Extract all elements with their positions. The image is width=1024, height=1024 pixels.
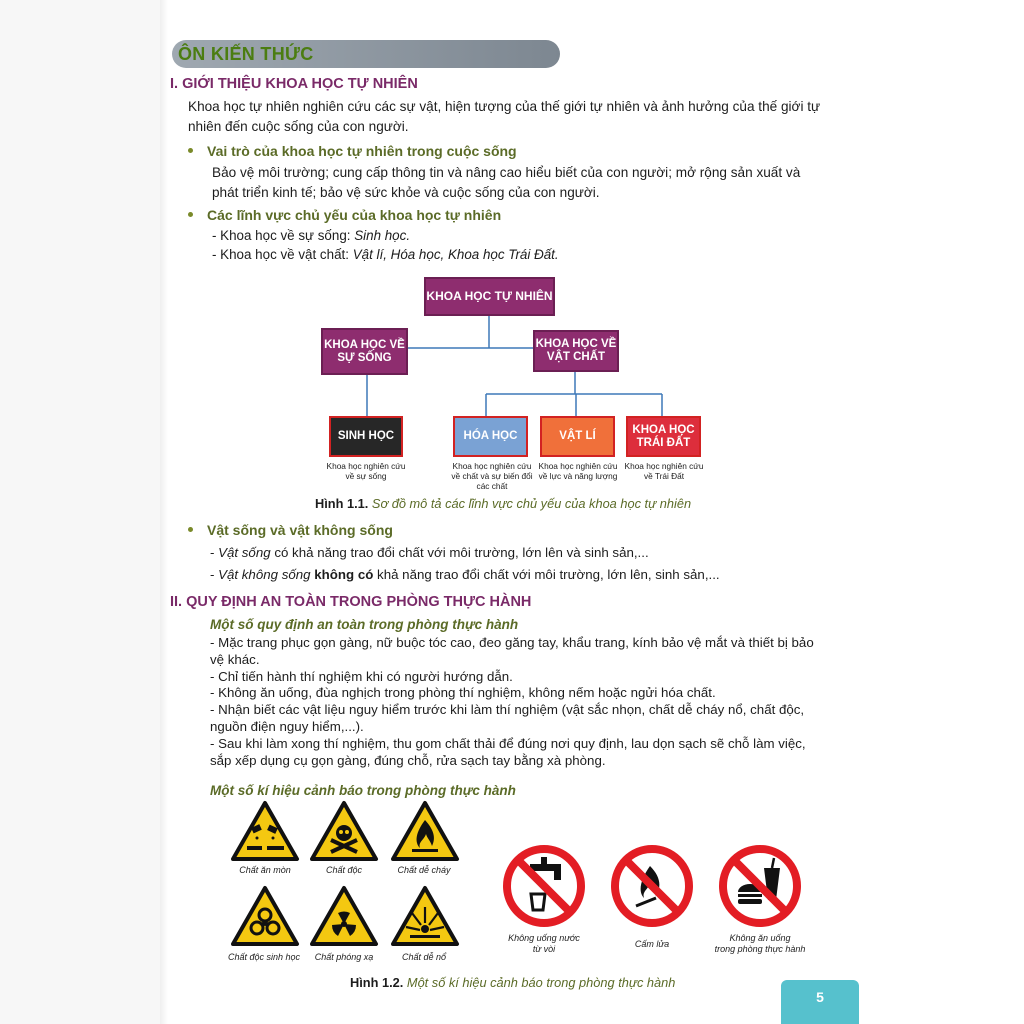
diagram-matter: KHOA HỌC VỀ VẬT CHẤT <box>533 330 619 372</box>
fields-title: Các lĩnh vực chủ yếu của khoa học tự nhiên <box>207 207 502 223</box>
figure2-caption <box>350 975 675 990</box>
living-rest: có khả năng trao đổi chất với môi trường, lớn lên và sinh sản,... <box>270 545 649 560</box>
biohazard-sign-icon <box>230 885 300 947</box>
no-food-sign-icon <box>718 844 802 928</box>
chemistry-desc: Khoa học nghiên cứu về chất và sự biến đổi các chất <box>451 461 533 491</box>
diagram-earth: KHOA HỌC TRÁI ĐẤT <box>626 416 701 457</box>
diagram-root: KHOA HỌC TỰ NHIÊN <box>424 277 555 316</box>
figure2-label: Hình 1.2. <box>350 975 404 990</box>
toxic-sign-icon <box>309 800 379 862</box>
corrosive-sign-icon <box>230 800 300 862</box>
corrosive-label: Chất ăn mòn <box>239 865 291 875</box>
field-life-value: Sinh học. <box>354 228 411 243</box>
no-tap-water-sign-icon <box>502 844 586 928</box>
explosive-sign-icon <box>390 885 460 947</box>
field-life-prefix: - Khoa học về sự sống: <box>212 228 355 243</box>
earth-desc: Khoa học nghiên cứu về Trái Đất <box>624 461 704 481</box>
living-term: Vật sống <box>218 545 271 560</box>
diagram-chemistry: HÓA HỌC <box>453 416 528 457</box>
diagram-life: KHOA HỌC VỀ SỰ SỐNG <box>321 328 408 375</box>
flammable-label: Chất dễ cháy <box>397 865 451 875</box>
nonliving-rest: khả năng trao đổi chất với môi trường, lớn lên, sinh sản,... <box>373 567 720 582</box>
rule-item: - Không ăn uống, đùa nghịch trong phòng thí nghiệm, không nếm hoặc ngửi hóa chất. <box>210 685 716 701</box>
rule-item: - Mặc trang phục gọn gàng, nữ buộc tóc cao, đeo găng tay, khẩu trang, kính bảo vệ mắt và thiết bị bảo vệ khác. <box>210 635 814 667</box>
rule-item: - Chỉ tiến hành thí nghiệm khi có người hướng dẫn. <box>210 668 513 684</box>
field-matter-value: Vật lí, Hóa học, Khoa học Trái Đất. <box>352 247 559 262</box>
rules-title: Một số quy định an toàn trong phòng thực hành <box>210 617 519 632</box>
section2-heading: II. QUY ĐỊNH AN TOÀN TRONG PHÒNG THỰC HÀNH <box>170 594 532 610</box>
living-line1: - Vật sống có khả năng trao đổi chất với môi trường, lớn lên và sinh sản,... <box>210 545 649 560</box>
biology-desc: Khoa học nghiên cứu về sự sống <box>326 461 406 481</box>
figure1-text: Sơ đồ mô tả các lĩnh vực chủ yếu của khoa học tự nhiên <box>371 496 692 511</box>
bullet-dot <box>188 527 193 532</box>
radioactive-sign-icon <box>309 885 379 947</box>
nonliving-bold: không có <box>314 567 374 582</box>
radioactive-label: Chất phóng xạ <box>314 952 374 962</box>
explosive-label: Chất dễ nổ <box>401 952 447 962</box>
figure1-caption <box>315 496 691 511</box>
bullet-living <box>188 522 393 538</box>
no-eat-label-line2: trong phòng thực hành <box>714 944 806 954</box>
diagram-physics: VẬT LÍ <box>540 416 615 457</box>
no-eat-label <box>700 933 820 955</box>
role-text: Bảo vệ môi trường; cung cấp thông tin và nâng cao hiểu biết của con người; mở rộng sản xuất và phát triển kinh tế; bảo vệ sức khỏe và cuộc sống của con người. <box>212 165 801 200</box>
no-eat-label-line1: Không ăn uống <box>729 933 791 943</box>
field-matter-prefix: - Khoa học về vật chất: <box>212 247 353 262</box>
no-drink-label-line2: từ vòi <box>532 944 556 954</box>
no-drink-label <box>494 933 594 955</box>
banner-title: ÔN KIẾN THỨC <box>178 44 314 64</box>
physics-desc: Khoa học nghiên cứu về lực và năng lượng <box>538 461 618 481</box>
toxic-label: Chất độc <box>325 865 363 875</box>
rule-item: - Nhận biết các vật liệu nguy hiểm trước khi làm thí nghiệm (vật sắc nhọn, chất dễ cháy nổ, chất độc, nguồn điện nguy hiểm,...). <box>210 702 805 734</box>
flammable-sign-icon <box>390 800 460 862</box>
no-drink-label-line1: Không uống nước <box>508 933 580 943</box>
nonliving-term: Vật không sống <box>218 567 311 582</box>
biohazard-label: Chất độc sinh học <box>227 952 301 962</box>
living-line2: - Vật không sống không có khả năng trao đổi chất với môi trường, lớn lên, sinh sản,... <box>210 567 720 582</box>
figure1-label: Hình 1.1. <box>315 496 369 511</box>
no-fire-label: Cấm lửa <box>634 939 670 949</box>
page-number: 5 <box>781 980 859 1024</box>
living-title: Vật sống và vật không sống <box>207 522 393 538</box>
rule-item: - Sau khi làm xong thí nghiệm, thu gom chất thải để đúng nơi quy định, lau dọn sạch sẽ chỗ làm việc, sắp xếp dụng cụ gọn gàng, đúng chỗ, rửa sạch tay bằng xà phòng. <box>210 735 806 768</box>
section1-heading: I. GIỚI THIỆU KHOA HỌC TỰ NHIÊN <box>170 76 418 92</box>
diagram-biology: SINH HỌC <box>329 416 403 457</box>
rules-list <box>210 635 815 769</box>
no-fire-sign-icon <box>610 844 694 928</box>
signs-title: Một số kí hiệu cảnh báo trong phòng thực hành <box>210 783 516 798</box>
role-title: Vai trò của khoa học tự nhiên trong cuộc sống <box>207 143 517 159</box>
figure2-text: Một số kí hiệu cảnh báo trong phòng thực hành <box>406 975 676 990</box>
section1-intro: Khoa học tự nhiên nghiên cứu các sự vật, hiện tượng của thế giới tự nhiên và ảnh hưởng của thế giới tự nhiên đến cuộc sống của con người. <box>188 99 821 134</box>
